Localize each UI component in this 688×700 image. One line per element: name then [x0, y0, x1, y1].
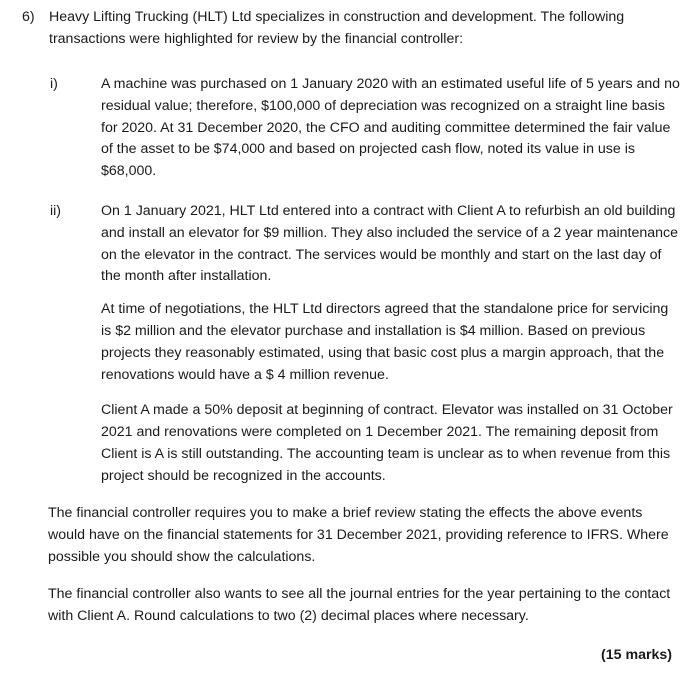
question-header [22, 7, 674, 51]
sub-question-label: ii) [50, 203, 62, 219]
paragraph: A machine was purchased on 1 January 2020 with an estimated useful life of 5 years and no residual value; therefore, $100,000 of depreciation was recognized on a straight line basis for 2020. At 31 December 2020, the CFO and auditing committee determined the fair value of the asset to be $74,000 and based on projected cash flow, noted its value in use is $68,000. [101, 76, 680, 180]
sub-question-body [101, 74, 680, 183]
sub-question-i [50, 74, 680, 183]
paragraph: Client A made a 50% deposit at beginning of contract. Elevator was installed on 31 October 2021 and renovations were completed on 1 December 2021. The remaining deposit from Client is A is still outstanding. The accounting team is unclear as to when revenue from this project should be recognized in the accounts. [101, 402, 673, 484]
marks-label: (15 marks) [601, 647, 672, 663]
question-intro: Heavy Lifting Trucking (HLT) Ltd specializes in construction and development. The following transactions were highlighted for review by the financial controller: [49, 9, 625, 47]
paragraph: On 1 January 2021, HLT Ltd entered into a contract with Client A to refurbish an old building and install an elevator for $9 million. They also included the service of a 2 year maintenance on the elevator in the contract. The services would be monthly and start on the last day of the month after installation. [101, 203, 679, 285]
sub-question-label: i) [50, 76, 58, 92]
sub-question-ii [50, 201, 680, 488]
requirement-paragraph: The financial controller also wants to see all the journal entries for the year pertaining to the contact with Client A. Round calculations to two (2) decimal places where necessary. [48, 586, 671, 624]
requirement-paragraph: The financial controller requires you to make a brief review stating the effects the above events would have on the financial statements for 31 December 2021, providing reference to IFRS. Where possible you should show the calculations. [48, 505, 669, 565]
sub-question-body [101, 201, 680, 488]
paragraph: At time of negotiations, the HLT Ltd directors agreed that the standalone price for servicing is $2 million and the elevator purchase and installation is $4 million. Based on previous projects they reasonably estimated, using that basic cost plus a margin approach, that the renovations would have a $ 4 million revenue. [101, 301, 669, 383]
question-number: 6) [22, 9, 35, 25]
